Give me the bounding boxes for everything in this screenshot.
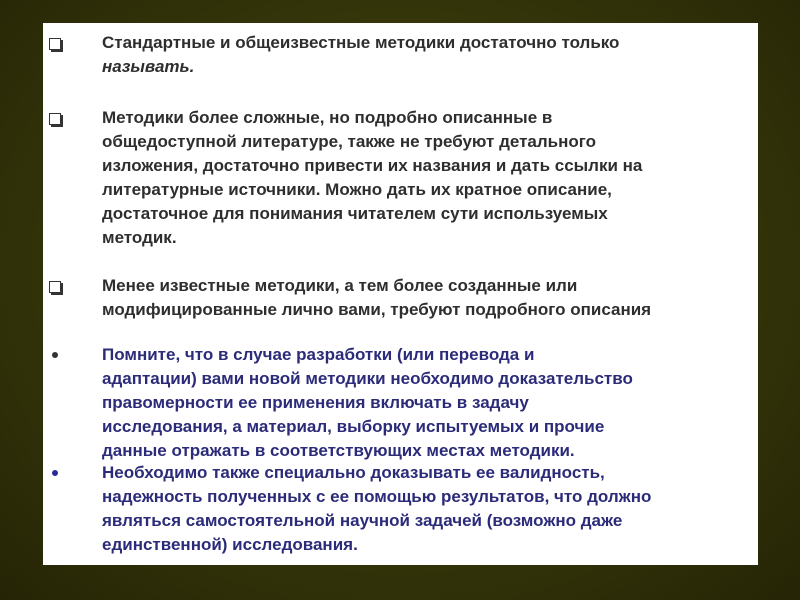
checkbox-bullet-icon	[49, 281, 61, 293]
item-text: Методики более сложные, но подробно описанные в общедоступной литературе, также не требуют детального изложения, достаточно привести их названия и дать ссылки на литературные источники. Можно дать их кратное описание, достаточное для понимания читателем сути используемых методик.	[102, 108, 643, 247]
bullet-dot-icon	[52, 352, 58, 358]
bullet-dot-icon	[52, 470, 58, 476]
item-text: Менее известные методики, а тем более созданные или модифицированные лично вами, требуют подробного описания	[102, 276, 652, 319]
item-text: Необходимо также специально доказывать ее валидность, надежность полученных с ее помощью результатов, что должно являться самостоятельной научной задачей (возможно даже единственной) исследования.	[102, 463, 652, 554]
item-text: Помните, что в случае разработки (или перевода и адаптации) вами новой методики необходимо доказательство правомерности ее применения включать в задачу исследования, а материал, выборку испытуемых и прочие данные отражать в соответствующих местах методики.	[102, 345, 633, 460]
checkbox-bullet-icon	[49, 38, 61, 50]
item-text: Стандартные и общеизвестные методики достаточно только называть.	[102, 33, 620, 76]
content-card	[43, 23, 758, 565]
checkbox-bullet-icon	[49, 113, 61, 125]
